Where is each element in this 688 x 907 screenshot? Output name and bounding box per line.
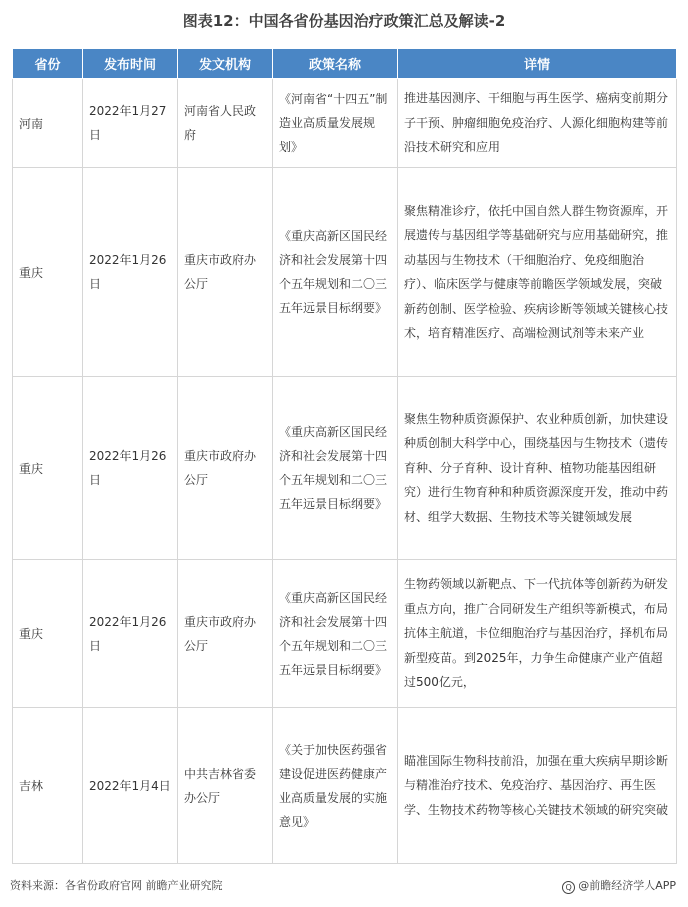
- cell-policy: 《重庆高新区国民经济和社会发展第十四个五年规划和二〇三五年远景目标纲要》: [273, 560, 398, 708]
- brand-text: @前瞻经济学人APP: [578, 879, 676, 892]
- cell-policy: 《重庆高新区国民经济和社会发展第十四个五年规划和二〇三五年远景目标纲要》: [273, 168, 398, 377]
- cell-detail: 聚焦生物种质资源保护、农业种质创新，加快建设种质创制大科学中心，围绕基因与生物技术（遗传育种、分子育种、设计育种、植物功能基因组研究）进行生物育种和种质资源深度开发，推动中药材、组学大数据、生物技术等关键领域发展: [398, 377, 677, 560]
- cell-agency: 河南省人民政府: [178, 79, 273, 168]
- cell-detail: 聚焦精准诊疗，依托中国自然人群生物资源库，开展遗传与基因组学等基础研究与应用基础研究，推动基因与生物技术（干细胞治疗、免疫细胞治疗）、临床医学与健康等前瞻医学领域发展，突破新药创制、医学检验、疾病诊断等领域关键核心技术，培育精准医疗、高端检测试剂等未来产业: [398, 168, 677, 377]
- cell-province: 重庆: [13, 168, 83, 377]
- table-row: [13, 377, 677, 560]
- column-header-policy: 政策名称: [273, 49, 398, 79]
- cell-date: 2022年1月26日: [83, 377, 178, 560]
- table-title: 图表12：中国各省份基因治疗政策汇总及解读-2: [182, 12, 506, 30]
- cell-detail: 生物药领域以新靶点、下一代抗体等创新药为研发重点方向，推广合同研发生产组织等新模式，布局抗体主航道，卡位细胞治疗与基因治疗，择机布局新型疫苗。到2025年，力争生命健康产业产值超过500亿元，: [398, 560, 677, 708]
- cell-agency: 中共吉林省委办公厅: [178, 708, 273, 864]
- cell-province: 河南: [13, 79, 83, 168]
- table-row: [13, 79, 677, 168]
- cell-date: 2022年1月27日: [83, 79, 178, 168]
- table-row: [13, 168, 677, 377]
- cell-date: 2022年1月26日: [83, 560, 178, 708]
- cell-province: 重庆: [13, 560, 83, 708]
- brand-logo-icon: Q: [562, 881, 575, 894]
- cell-agency: 重庆市政府办公厅: [178, 560, 273, 708]
- cell-detail: 瞄准国际生物科技前沿，加强在重大疾病早期诊断与精准治疗技术、免疫治疗、基因治疗、再生医学、生物技术药物等核心关键技术领域的研究突破: [398, 708, 677, 864]
- table-row: [13, 708, 677, 864]
- footer: [10, 876, 678, 896]
- cell-agency: 重庆市政府办公厅: [178, 377, 273, 560]
- cell-policy: 《关于加快医药强省建设促进医药健康产业高质量发展的实施意见》: [273, 708, 398, 864]
- cell-province: 重庆: [13, 377, 83, 560]
- brand-credit: [562, 876, 676, 896]
- table-row: [13, 560, 677, 708]
- cell-agency: 重庆市政府办公厅: [178, 168, 273, 377]
- column-header-detail: 详情: [398, 49, 677, 79]
- column-header-agency: 发文机构: [178, 49, 273, 79]
- column-header-province: 省份: [13, 49, 83, 79]
- cell-policy: 《重庆高新区国民经济和社会发展第十四个五年规划和二〇三五年远景目标纲要》: [273, 377, 398, 560]
- source-note: 资料来源：各省份政府官网 前瞻产业研究院: [10, 879, 223, 892]
- policy-table: [12, 48, 677, 864]
- cell-detail: 推进基因测序、干细胞与再生医学、癌病变前期分子干预、肿瘤细胞免疫治疗、人源化细胞构建等前沿技术研究和应用: [398, 79, 677, 168]
- column-header-date: 发布时间: [83, 49, 178, 79]
- cell-date: 2022年1月4日: [83, 708, 178, 864]
- cell-policy: 《河南省“十四五”制造业高质量发展规划》: [273, 79, 398, 168]
- cell-province: 吉林: [13, 708, 83, 864]
- table-header-row: [13, 49, 677, 79]
- cell-date: 2022年1月26日: [83, 168, 178, 377]
